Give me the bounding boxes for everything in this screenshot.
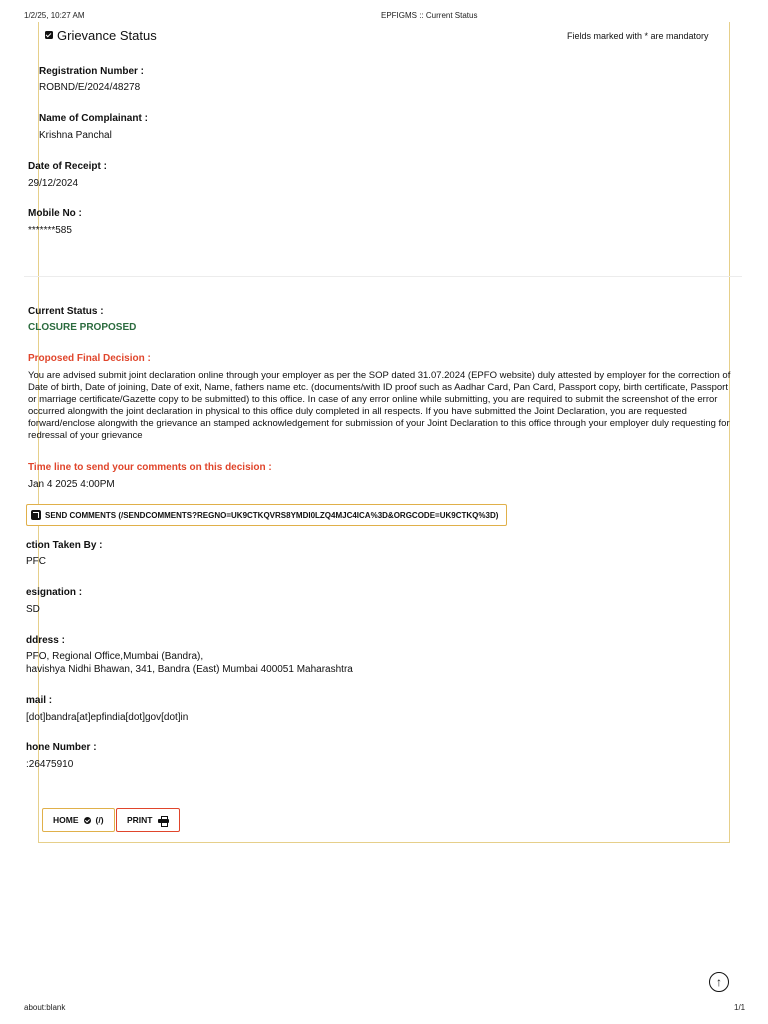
timeline-label: Time line to send your comments on this decision : [28,462,272,473]
bottom-border [38,842,730,843]
print-page-title: EPFIGMS :: Current Status [381,11,478,20]
action-taken-by-label: ction Taken By : [26,540,103,551]
section-divider [24,276,742,277]
send-comments-button[interactable] [26,504,507,526]
home-link: (/) [95,815,104,825]
timeline-value: Jan 4 2025 4:00PM [28,479,115,490]
designation-label: esignation : [26,587,83,598]
date-of-receipt-value: 29/12/2024 [28,178,79,189]
phone-label: hone Number : [26,742,97,753]
print-url: about:blank [24,1003,66,1012]
print-page-count: 1/1 [734,1003,746,1012]
action-taken-by-value: PFC [26,556,46,567]
arrow-up-circle-icon: ↑ [716,975,722,989]
check-circle-icon [84,817,91,824]
mobile-no-label: Mobile No : [28,208,82,219]
current-status-value: CLOSURE PROPOSED [28,322,137,333]
mandatory-note: Fields marked with * are mandatory [567,31,709,41]
scroll-top-button[interactable] [709,972,729,992]
proposed-decision-text: You are advised submit joint declaration online through your employer as per the SOP dated 31.07.2024 (EPFO website) duly attested by employer for the correction of Date of birth, Date of joining, Date of exit, Name, fathers name etc. (documents/with ID proof such as Aadhar Card, Pan Card, Passport copy, birth certificate, Passport or marriage certificate/Gazette copy to be submitted) to this office. In case of any error online while submitting, you are required to submit the screenshot of the error occurred alongwith the joint declaration in physical to this office duly completed in all respects. If you have submitted the Joint Declaration, you are requested forward/enclose alongwith the grievance an stamped acknowledgement for submission of your Joint Declaration to this office through your employer duly requesting for redressal of your grievance [28,370,731,441]
registration-number-label: Registration Number : [39,66,145,77]
home-button[interactable] [42,808,115,832]
print-label: PRINT [127,815,153,825]
proposed-decision-label: Proposed Final Decision : [28,353,151,364]
phone-value: :26475910 [26,759,74,770]
registration-number-value: ROBND/E/2024/48278 [39,82,141,93]
date-of-receipt-label: Date of Receipt : [28,161,107,172]
print-button[interactable] [116,808,180,832]
complainant-name-label: Name of Complainant : [39,113,148,124]
address-line1: PFO, Regional Office,Mumbai (Bandra), [26,651,204,662]
complainant-name-value: Krishna Panchal [39,130,112,141]
share-icon [31,510,41,520]
mobile-no-value: *******585 [28,225,72,236]
check-square-icon [45,31,53,39]
send-comments-label: SEND COMMENTS (/SENDCOMMENTS?REGNO=UK9CTKQVRS8YMDI0LZQ4MJC4ICA%3D&ORGCODE=UK9CTKQ%3D) [45,510,499,520]
print-datetime: 1/2/25, 10:27 AM [24,11,85,20]
designation-value: SD [26,604,40,615]
email-value: [dot]bandra[at]epfindia[dot]gov[dot]in [26,712,189,723]
email-label: mail : [26,695,53,706]
current-status-label: Current Status : [28,306,104,317]
address-line2: havishya Nidhi Bhawan, 341, Bandra (East) Mumbai 400051 Maharashtra [26,664,353,675]
printer-icon [158,816,169,825]
home-label: HOME [53,815,79,825]
section-title: Grievance Status [57,28,157,43]
address-label: ddress : [26,635,65,646]
